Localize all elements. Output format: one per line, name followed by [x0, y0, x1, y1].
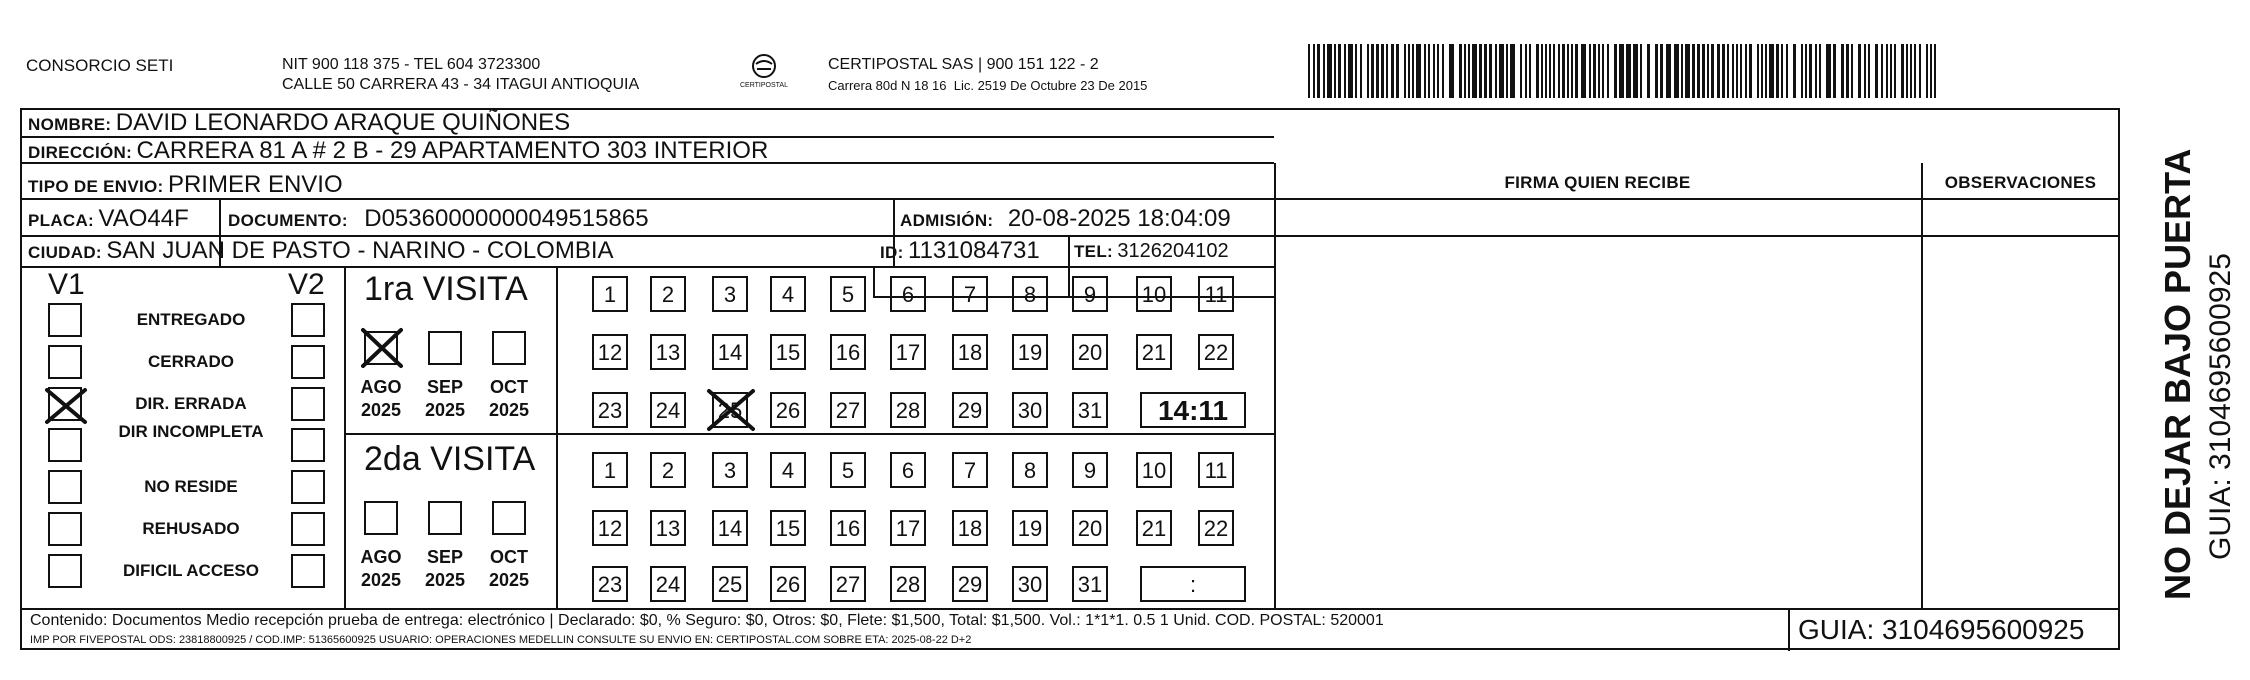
day-box[interactable]: 15 — [770, 510, 806, 546]
license-line: Carrera 80d N 18 16 Lic. 2519 De Octubre 23 De 2015 — [828, 78, 1148, 93]
day-box[interactable]: 3 — [712, 452, 748, 488]
day-box[interactable]: 19 — [1012, 334, 1048, 370]
day-box[interactable]: 4 — [770, 452, 806, 488]
contenido-line: Contenido: Documentos Medio recepción prueba de entrega: electrónico | Declarado: $0, % Seguro: $0, Otros: $0, Flete: $1,500, Total: $1,500. Vol.: 1*1*1. 0.5 1 Unid. COD. POSTAL: 520001 — [30, 612, 1384, 629]
day-box[interactable]: 12 — [592, 510, 628, 546]
year-label: 2025 — [360, 400, 402, 420]
v1-checkbox[interactable] — [48, 303, 82, 337]
v1-checkbox[interactable] — [48, 554, 82, 588]
admision-cell — [900, 205, 1231, 236]
year-label: 2025 — [424, 570, 466, 590]
day-box[interactable]: 20 — [1072, 510, 1108, 546]
day-box[interactable]: 14 — [712, 334, 748, 370]
day-box[interactable]: 1 — [592, 452, 628, 488]
day-box[interactable]: 30 — [1012, 392, 1048, 428]
day-box[interactable]: 27 — [830, 566, 866, 602]
tipo-envio-row — [28, 171, 343, 202]
month-checkbox[interactable] — [492, 501, 526, 535]
visita-2-title: 2da VISITA — [364, 440, 536, 478]
day-box[interactable]: 31 — [1072, 392, 1108, 428]
day-box[interactable]: 30 — [1012, 566, 1048, 602]
month-checkbox[interactable] — [428, 501, 462, 535]
certipostal-line: CERTIPOSTAL SAS | 900 151 122 - 2 — [828, 56, 1099, 73]
v2-checkbox[interactable] — [291, 470, 325, 504]
certipostal-emblem-icon — [736, 52, 792, 98]
v1-checkbox[interactable] — [48, 470, 82, 504]
day-box[interactable]: 19 — [1012, 510, 1048, 546]
month-label: SEP — [426, 547, 464, 567]
status-label: ENTREGADO — [136, 310, 246, 329]
ciudad-cell — [28, 237, 614, 268]
status-label: DIR. ERRADA — [135, 394, 247, 413]
nombre-value: DAVID LEONARDO ARAQUE QUIÑONES — [115, 109, 571, 136]
day-box[interactable]: 11 — [1198, 452, 1234, 488]
v2-checkbox[interactable] — [291, 303, 325, 337]
tel-value: 3126204102 — [1117, 240, 1229, 262]
day-box[interactable]: 26 — [770, 566, 806, 602]
day-box[interactable]: 10 — [1136, 276, 1172, 312]
ciudad-value: SAN JUAN DE PASTO - NARINO - COLOMBIA — [106, 237, 614, 264]
day-box[interactable]: 23 — [592, 566, 628, 602]
certipostal-logo — [736, 52, 792, 98]
day-box[interactable]: 16 — [830, 334, 866, 370]
day-box[interactable]: 2 — [650, 276, 686, 312]
day-box[interactable]: 18 — [952, 510, 988, 546]
direccion-row — [28, 137, 768, 168]
status-label: NO RESIDE — [144, 477, 238, 496]
day-box[interactable]: 12 — [592, 334, 628, 370]
barcode-bars — [1308, 44, 1944, 98]
day-box[interactable]: 8 — [1012, 276, 1048, 312]
day-box[interactable]: 5 — [830, 452, 866, 488]
id-label: ID: — [880, 243, 904, 262]
day-box[interactable]: 4 — [770, 276, 806, 312]
admision-label: ADMISIÓN: — [900, 211, 994, 230]
day-box[interactable]: 7 — [952, 452, 988, 488]
v1-checkbox[interactable] — [48, 428, 82, 462]
company-name: CONSORCIO SETI — [26, 56, 174, 75]
direccion-label: DIRECCIÓN: — [28, 143, 133, 162]
observaciones-label: OBSERVACIONES — [1944, 173, 2097, 192]
v2-checkbox[interactable] — [291, 554, 325, 588]
day-box[interactable]: 21 — [1136, 510, 1172, 546]
nombre-label: NOMBRE: — [28, 115, 112, 134]
admision-value: 20-08-2025 18:04:09 — [1007, 205, 1231, 232]
logo-text: CERTIPOSTAL — [740, 82, 788, 89]
day-box[interactable]: 25 — [712, 566, 748, 602]
day-box[interactable]: 25 — [712, 392, 748, 428]
address-line: CALLE 50 CARRERA 43 - 34 ITAGUI ANTIOQUIA — [282, 76, 640, 93]
month-checked-mark — [360, 327, 404, 369]
v2-checkbox[interactable] — [291, 512, 325, 546]
month-label: AGO — [360, 377, 402, 397]
documento-value: D05360000000049515865 — [364, 205, 649, 232]
day-box[interactable]: 16 — [830, 510, 866, 546]
time-box[interactable]: 14:11 — [1140, 392, 1246, 428]
day-box[interactable]: 9 — [1072, 276, 1108, 312]
time-box[interactable]: : — [1140, 566, 1246, 602]
v1-checkbox[interactable] — [48, 512, 82, 546]
status-label: CERRADO — [148, 352, 234, 371]
v1-label: V1 — [48, 268, 85, 301]
day-box[interactable]: 29 — [952, 566, 988, 602]
placa-label: PLACA: — [28, 211, 95, 230]
day-box[interactable]: 13 — [650, 510, 686, 546]
day-box[interactable]: 9 — [1072, 452, 1108, 488]
day-box[interactable]: 3 — [712, 276, 748, 312]
day-box[interactable]: 14 — [712, 510, 748, 546]
day-box[interactable]: 21 — [1136, 334, 1172, 370]
v2-label: V2 — [288, 268, 325, 301]
status-label: DIFICIL ACCESO — [122, 561, 259, 580]
tel-label: TEL: — [1074, 242, 1113, 261]
day-checked-mark — [706, 388, 756, 432]
day-box[interactable]: 6 — [890, 276, 926, 312]
day-box[interactable]: 15 — [770, 334, 806, 370]
day-box[interactable]: 22 — [1198, 510, 1234, 546]
tel-cell — [1074, 237, 1229, 267]
day-box[interactable]: 31 — [1072, 566, 1108, 602]
nombre-row — [28, 109, 570, 140]
day-box[interactable]: 6 — [890, 452, 926, 488]
day-box[interactable]: 7 — [952, 276, 988, 312]
v1-checked-mark — [44, 387, 88, 425]
day-box[interactable]: 13 — [650, 334, 686, 370]
placa-cell — [28, 205, 189, 236]
visita-1-title: 1ra VISITA — [364, 270, 528, 308]
nit-line: NIT 900 118 375 - TEL 604 3723300 — [282, 56, 541, 73]
month-checkbox[interactable] — [428, 331, 462, 365]
documento-label: DOCUMENTO: — [228, 211, 348, 230]
month-label: SEP — [426, 377, 464, 397]
imp-line: IMP POR FIVEPOSTAL ODS: 23818800925 / COD.IMP: 51365600925 USUARIO: OPERACIONES MEDELLIN CONSULTE SU ENVIO EN: CERTIPOSTAL.COM SOBRE ETA: 2025-08-22 D+2 — [30, 634, 972, 646]
barcode — [1308, 44, 1944, 98]
status-label: REHUSADO — [142, 519, 240, 538]
day-box[interactable]: 10 — [1136, 452, 1172, 488]
day-box[interactable]: 1 — [592, 276, 628, 312]
id-cell — [880, 237, 1040, 268]
v2-checkbox[interactable] — [291, 345, 325, 379]
day-box[interactable]: 17 — [890, 510, 926, 546]
day-box[interactable]: 20 — [1072, 334, 1108, 370]
v2-checkbox[interactable] — [291, 387, 325, 421]
day-box[interactable]: 5 — [830, 276, 866, 312]
documento-cell — [228, 205, 649, 236]
day-box[interactable]: 11 — [1198, 276, 1234, 312]
day-box[interactable]: 28 — [890, 392, 926, 428]
id-value: 1131084731 — [908, 237, 1040, 264]
day-box[interactable]: 24 — [650, 392, 686, 428]
month-label: OCT — [490, 377, 528, 397]
year-label: 2025 — [424, 400, 466, 420]
day-box[interactable]: 27 — [830, 392, 866, 428]
firma-label: FIRMA QUIEN RECIBE — [1504, 173, 1691, 192]
direccion-value: CARRERA 81 A # 2 B - 29 APARTAMENTO 303 INTERIOR — [136, 137, 769, 164]
placa-value: VAO44F — [98, 205, 189, 232]
tipo-label: TIPO DE ENVIO: — [28, 177, 164, 196]
day-box[interactable]: 28 — [890, 566, 926, 602]
month-checkbox[interactable] — [492, 331, 526, 365]
day-box[interactable]: 8 — [1012, 452, 1048, 488]
tipo-value: PRIMER ENVIO — [167, 171, 343, 198]
year-label: 2025 — [360, 570, 402, 590]
month-checkbox[interactable] — [364, 501, 398, 535]
day-box[interactable]: 26 — [770, 392, 806, 428]
day-box[interactable]: 17 — [890, 334, 926, 370]
year-label: 2025 — [488, 400, 530, 420]
day-box[interactable]: 23 — [592, 392, 628, 428]
v1-checkbox[interactable] — [48, 345, 82, 379]
day-box[interactable]: 24 — [650, 566, 686, 602]
ciudad-label: CIUDAD: — [28, 243, 102, 262]
status-label: DIR INCOMPLETA — [118, 422, 264, 441]
side-guia: GUIA: 3104695600925 — [2204, 253, 2237, 560]
day-box[interactable]: 2 — [650, 452, 686, 488]
v2-checkbox[interactable] — [291, 428, 325, 462]
day-box[interactable]: 22 — [1198, 334, 1234, 370]
day-box[interactable]: 18 — [952, 334, 988, 370]
month-label: AGO — [360, 547, 402, 567]
day-box[interactable]: 29 — [952, 392, 988, 428]
month-label: OCT — [490, 547, 528, 567]
no-dejar-bajo-puerta: NO DEJAR BAJO PUERTA — [2157, 148, 2198, 600]
footer-guia: GUIA: 3104695600925 — [1798, 614, 2085, 645]
year-label: 2025 — [488, 570, 530, 590]
